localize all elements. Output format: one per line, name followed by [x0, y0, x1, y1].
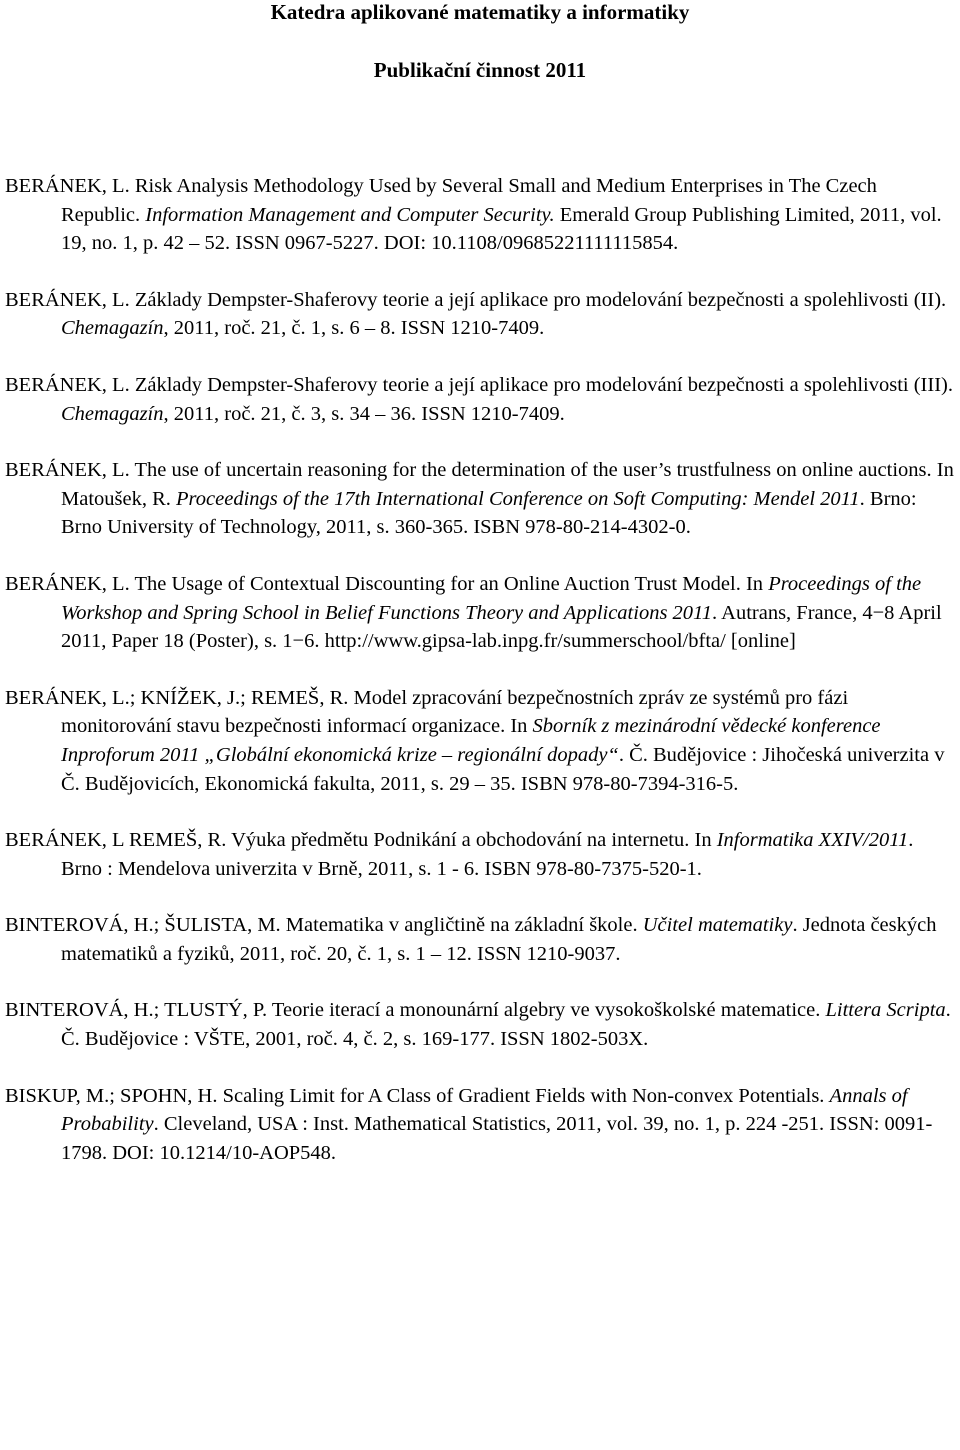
- publication-entry: [0, 286, 958, 343]
- entry-text: . Č. Budějovice : Jihočeská univerzita v Č. Budějovicích, Ekonomická fakulta, 2011, s. 29 – 35. ISBN 978-80-7394-316-5.: [61, 743, 945, 795]
- entry-text: BERÁNEK, L. The Usage of Contextual Discounting for an Online Auction Trust Model. In: [5, 572, 769, 595]
- entry-text: . Č. Budějovice : VŠTE, 2001, roč. 4, č. 2, s. 169-177. ISSN 1802-503X.: [61, 999, 951, 1051]
- page-subtitle: Publikační činnost 2011: [373, 58, 587, 82]
- entry-text: . Brno : Mendelova univerzita v Brně, 2011, s. 1 - 6. ISBN 978-80-7375-520-1.: [61, 829, 914, 880]
- entry-text: , 2011, roč. 21, č. 1, s. 6 – 8. ISSN 1210-7409.: [163, 317, 545, 340]
- publication-entry: [0, 172, 958, 258]
- entry-text: . Autrans, France, 4−8 April 2011, Paper 18 (Poster), s. 1−6. http://www.gipsa-lab.inpg.fr/summerschool/bfta/ [online]: [61, 601, 942, 653]
- entry-source: Chemagazín: [61, 317, 164, 340]
- entry-text: BERÁNEK, L REMEŠ, R. Výuka předmětu Podnikání a obchodování na internetu. In: [5, 829, 717, 852]
- entry-text: BISKUP, M.; SPOHN, H. Scaling Limit for A Class of Gradient Fields with Non-convex Potentials.: [5, 1084, 830, 1107]
- publication-entry: [0, 1082, 958, 1168]
- entry-source: Sborník z mezinárodní vědecké konference Inproforum 2011 „Globální ekonomická krize – regionální dopady“: [61, 715, 881, 766]
- publication-entry: [0, 911, 958, 968]
- entry-text: , 2011, roč. 21, č. 3, s. 34 – 36. ISSN 1210-7409.: [163, 402, 565, 425]
- entry-text: . Brno: Brno University of Technology, 2011, s. 360-365. ISBN 978-80-214-4302-0.: [61, 487, 917, 539]
- entry-text: . Cleveland, USA : Inst. Mathematical Statistics, 2011, vol. 39, no. 1, p. 224 -251. ISSN: 0091-1798. DOI: 10.1214/10-AOP548.: [61, 1113, 933, 1164]
- entry-text: BINTEROVÁ, H.; ŠULISTA, M. Matematika v angličtině na základní škole.: [5, 914, 643, 937]
- entry-source: Proceedings of the 17th International Conference on Soft Computing: Mendel 2011: [176, 487, 860, 510]
- entry-text: BERÁNEK, L.; KNÍŽEK, J.; REMEŠ, R. Model zpracování bezpečnostních zpráv ze systémů pro fázi monitorování stavu bezpečnosti informací organizace. In: [5, 686, 849, 738]
- publication-list: [0, 172, 958, 1195]
- publication-entry: [0, 826, 958, 883]
- entry-text: Emerald Group Publishing Limited, 2011, vol. 19, no. 1, p. 42 – 52. ISSN 0967-5227. DOI: 10.1108/09685221111115854.: [61, 203, 942, 255]
- entry-text: BINTEROVÁ, H.; TLUSTÝ, P. Teorie iterací a monounární algebry ve vysokoškolské matematice.: [5, 999, 826, 1022]
- entry-text: . Jednota českých matematiků a fyziků, 2011, roč. 20, č. 1, s. 1 – 12. ISSN 1210-9037.: [61, 914, 937, 965]
- department-title: Katedra aplikované matematiky a informatiky: [270, 0, 690, 24]
- publication-entry: [0, 371, 958, 428]
- entry-text: BERÁNEK, L. Risk Analysis Methodology Used by Several Small and Medium Enterprises in The Czech Republic.: [5, 175, 877, 226]
- entry-source: Annals of Probability: [61, 1084, 908, 1136]
- publication-entry: [0, 456, 958, 542]
- entry-text: BERÁNEK, L. Základy Dempster-Shaferovy teorie a její aplikace pro modelování bezpečnosti a spolehlivosti (II).: [5, 288, 947, 311]
- entry-source: Information Management and Computer Security.: [145, 203, 555, 226]
- entry-source: Učitel matematiky: [642, 914, 793, 937]
- entry-source: Proceedings of the Workshop and Spring School in Belief Functions Theory and Applications 2011: [61, 572, 922, 624]
- entry-source: Littera Scripta: [825, 999, 946, 1022]
- publication-entry: [0, 570, 958, 656]
- entry-text: BERÁNEK, L. Základy Dempster-Shaferovy teorie a její aplikace pro modelování bezpečnosti a spolehlivosti (III).: [5, 373, 953, 396]
- publication-entry: [0, 996, 958, 1053]
- entry-text: BERÁNEK, L. The use of uncertain reasoning for the determination of the user’s trustfulness on online auctions. In Matoušek, R.: [5, 459, 954, 510]
- entry-source: Chemagazín: [61, 402, 164, 425]
- entry-source: Informatika XXIV/2011: [716, 829, 909, 852]
- publication-entry: [0, 684, 958, 798]
